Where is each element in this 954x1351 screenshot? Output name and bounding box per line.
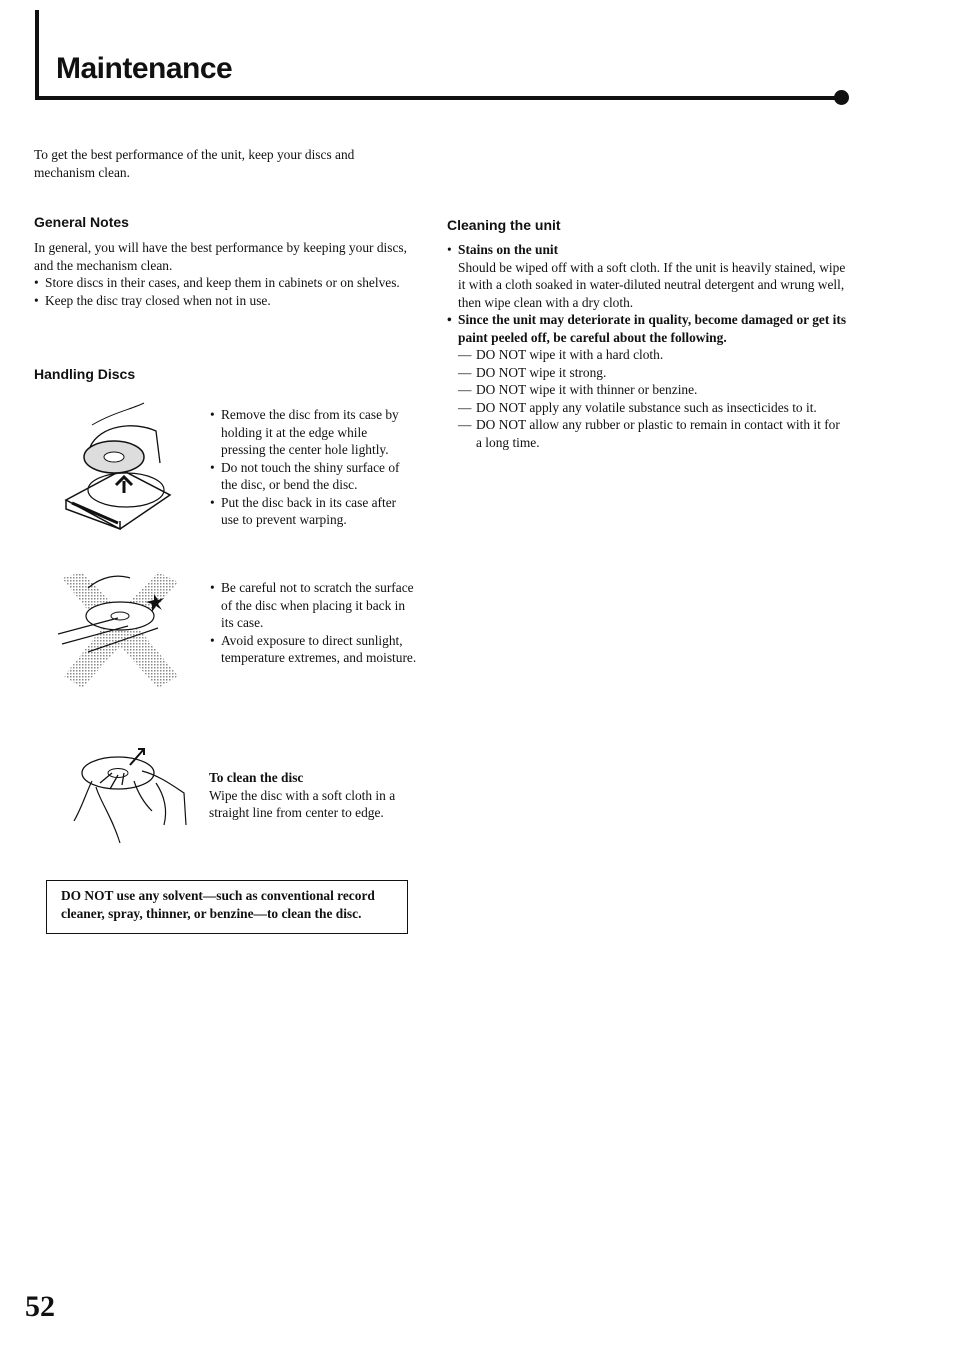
list-item: — DO NOT wipe it with thinner or benzine. <box>458 381 847 399</box>
page-number: 52 <box>25 1290 55 1323</box>
list-item: • Be careful not to scratch the surface of the disc when placing it back in its case. <box>210 579 420 632</box>
scratch-warning-illustration <box>58 568 182 692</box>
disc-removal-illustration <box>62 395 174 530</box>
general-notes-section <box>34 239 429 309</box>
cleaning-unit-heading: Cleaning the unit <box>447 217 561 233</box>
handling-list-2 <box>210 579 420 667</box>
title-rule-dot <box>834 90 849 105</box>
general-notes-heading: General Notes <box>34 214 129 230</box>
handling-list-1 <box>210 406 415 529</box>
list-item: — DO NOT allow any rubber or plastic to remain in contact with it for a long time. <box>458 416 847 451</box>
stains-heading: Stains on the unit <box>458 242 559 257</box>
list-item: • Do not touch the shiny surface of the disc, or bend the disc. <box>210 459 415 494</box>
list-item <box>447 241 847 311</box>
caution-heading: • Since the unit may deteriorate in quality, become damaged or get its paint peeled off, be careful about the following. <box>447 311 847 346</box>
intro-text: To get the best performance of the unit, keep your discs and mechanism clean. <box>34 147 355 180</box>
clean-disc-text: Wipe the disc with a soft cloth in a straight line from center to edge. <box>209 787 396 820</box>
disc-cleaning-illustration <box>72 745 192 845</box>
list-item: • Keep the disc tray closed when not in use. <box>34 292 429 310</box>
handling-discs-heading: Handling Discs <box>34 366 136 382</box>
page-title: Maintenance <box>56 52 233 85</box>
list-item: • Remove the disc from its case by holding it at the edge while pressing the center hole lightly. <box>210 406 415 459</box>
cleaning-unit-section <box>447 241 847 451</box>
solvent-warning-box: DO NOT use any solvent—such as conventional record cleaner, spray, thinner, or benzine—to clean the disc. <box>46 880 408 934</box>
list-item: • Store discs in their cases, and keep them in cabinets or on shelves. <box>34 274 429 292</box>
stains-text: Should be wiped off with a soft cloth. If the unit is heavily stained, wipe it with a cloth soaked in water-diluted neutral detergent and wrung well, then wipe clean with a dry cloth. <box>458 259 846 310</box>
list-item: • Avoid exposure to direct sunlight, temperature extremes, and moisture. <box>210 632 420 667</box>
clean-disc-heading: To clean the disc <box>209 770 304 785</box>
title-rule <box>35 96 841 100</box>
list-item: — DO NOT wipe it with a hard cloth. <box>458 346 847 364</box>
title-bar <box>35 10 39 100</box>
general-notes-text: In general, you will have the best performance by keeping your discs, and the mechanism clean. <box>34 240 407 273</box>
list-item: — DO NOT wipe it strong. <box>458 364 847 382</box>
clean-disc-section <box>209 769 419 822</box>
caution-list <box>458 346 847 451</box>
list-item: — DO NOT apply any volatile substance such as insecticides to it. <box>458 399 847 417</box>
list-item: • Put the disc back in its case after use to prevent warping. <box>210 494 415 529</box>
